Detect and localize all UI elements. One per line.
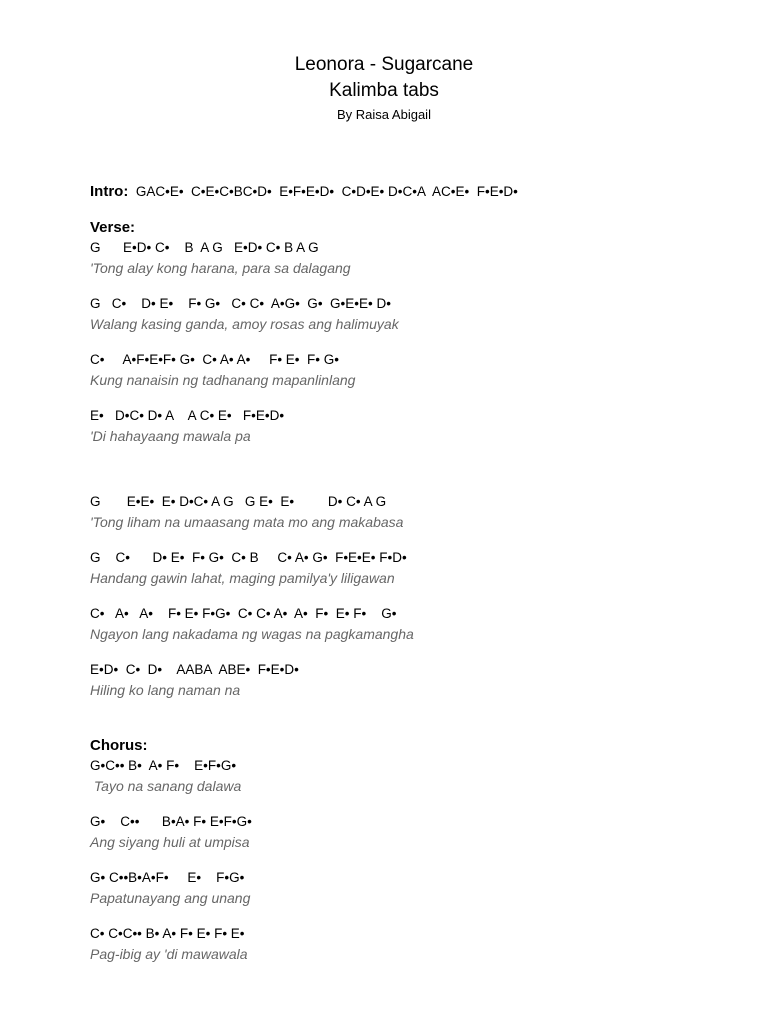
- stanza-lyric: 'Tong alay kong harana, para sa dalagang: [90, 260, 351, 276]
- stanza-notes: G E•D• C• B A G E•D• C• B A G: [90, 240, 319, 255]
- stanza-lyric: Walang kasing ganda, amoy rosas ang halimuyak: [90, 316, 399, 332]
- stanza-notes: G C• D• E• F• G• C• C• A•G• G• G•E•E• D•: [90, 296, 391, 311]
- chorus-stanza-3: [90, 868, 750, 908]
- stanza-notes: E• D•C• D• A A C• E• F•E•D•: [90, 408, 285, 423]
- stanza-lyric: Tayo na sanang dalawa: [90, 778, 242, 794]
- verse2-stanza-4: [90, 660, 750, 700]
- chorus-stanza-4: [90, 924, 750, 964]
- stanza-notes: G•C•• B• A• F• E•F•G•: [90, 758, 237, 773]
- stanza-lyric: 'Tong liham na umaasang mata mo ang makabasa: [90, 514, 404, 530]
- stanza-lyric: Ang siyang huli at umpisa: [90, 834, 250, 850]
- chorus-stanza-1: [90, 756, 750, 796]
- stanza-lyric: Hiling ko lang naman na: [90, 682, 241, 698]
- verse-stanza-2: [90, 294, 750, 334]
- stanza-lyric: Handang gawin lahat, maging pamilya'y liligawan: [90, 570, 395, 586]
- chorus-label: Chorus:: [90, 737, 148, 754]
- verse2-stanza-2: [90, 548, 750, 588]
- intro-label: Intro:: [90, 183, 129, 200]
- intro-line: [90, 180, 750, 204]
- verse-stanza-3: [90, 350, 750, 390]
- stanza-lyric: 'Di hahayaang mawala pa: [90, 428, 251, 444]
- intro-notes: GAC•E• C•E•C•BC•D• E•F•E•D• C•D•E• D•C•A AC•E• F•E•D•: [135, 184, 518, 199]
- song-title: Leonora - Sugarcane: [294, 54, 474, 75]
- verse2-stanza-3: [90, 604, 750, 644]
- stanza-notes: C• A• A• F• E• F•G• C• C• A• A• F• E• F• G•: [90, 606, 397, 621]
- stanza-notes: C• C•C•• B• A• F• E• F• E•: [90, 926, 245, 941]
- tab-content: [90, 180, 750, 980]
- stanza-notes: G C• D• E• F• G• C• B C• A• G• F•E•E• F•D•: [90, 550, 407, 565]
- verse2-stanza-1: [90, 492, 750, 532]
- stanza-notes: E•D• C• D• AABA ABE• F•E•D•: [90, 662, 299, 677]
- stanza-notes: G E•E• E• D•C• A G G E• E• D• C• A G: [90, 494, 387, 509]
- stanza-notes: G• C••B•A•F• E• F•G•: [90, 870, 245, 885]
- stanza-lyric: Papatunayang ang unang: [90, 890, 251, 906]
- stanza-lyric: Pag-ibig ay 'di mawawala: [90, 946, 248, 962]
- stanza-lyric: Kung nanaisin ng tadhanang mapanlinlang: [90, 372, 356, 388]
- stanza-notes: C• A•F•E•F• G• C• A• A• F• E• F• G•: [90, 352, 339, 367]
- stanza-notes: G• C•• B•A• F• E•F•G•: [90, 814, 252, 829]
- author-credit: By Raisa Abigail: [337, 107, 431, 122]
- stanza-lyric: Ngayon lang nakadama ng wagas na pagkamangha: [90, 626, 414, 642]
- document-subtitle: Kalimba tabs: [329, 80, 439, 101]
- verse-stanza-4: [90, 406, 750, 446]
- verse-stanza-1: [90, 238, 750, 278]
- document-header: [0, 52, 768, 126]
- verse-label: Verse:: [90, 219, 136, 236]
- chorus-stanza-2: [90, 812, 750, 852]
